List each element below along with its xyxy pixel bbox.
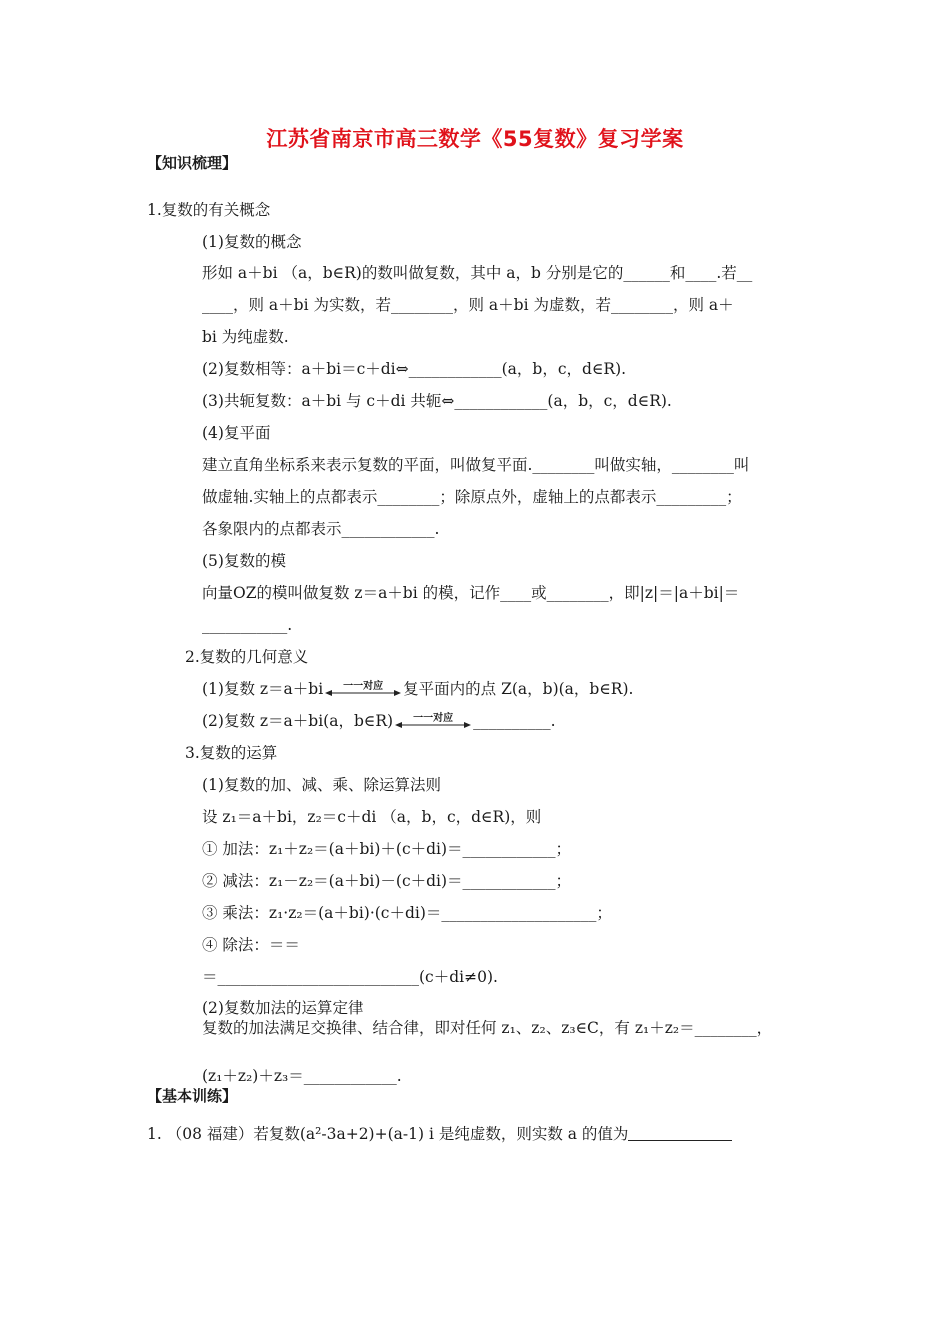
text-line: 各象限内的点都表示____________. [202, 520, 440, 538]
section-heading-training: 【基本训练】 [147, 1087, 238, 1105]
division-rule-continued: ＝__________________________(c＋di≠0). [202, 968, 498, 986]
text-line: 做虚轴.实轴上的点都表示________；除原点外，虚轴上的点都表示_________； [202, 488, 742, 506]
text-line: (z₁＋z₂)＋z₃＝____________. [202, 1067, 402, 1085]
subitem-conjugate: (3)共轭复数：a＋bi 与 c＋di 共轭⇔____________(a，b，c，d∈R). [202, 392, 672, 410]
text-segment: __________. [473, 712, 556, 730]
text-segment: 复平面内的点 Z(a，b)(a，b∈R). [403, 680, 634, 698]
section-heading-knowledge: 【知识梳理】 [147, 154, 238, 172]
text-line: ____，则 a＋bi 为实数，若________，则 a＋bi 为虚数，若________，则 a＋ [202, 296, 734, 314]
text-segment: (1)复数 z＝a＋bi [202, 680, 324, 698]
item-3-heading: 3.复数的运算 [185, 744, 278, 762]
text-line: 建立直角坐标系来表示复数的平面，叫做复平面.________叫做实轴，________叫 [202, 456, 750, 474]
question-1-text: 1. （08 福建）若复数(a²-3a+2)+(a-1) i 是纯虚数，则实数 a 的值为 [147, 1125, 629, 1143]
text-line: 设 z₁＝a＋bi，z₂＝c＋di （a，b，c，d∈R)，则 [202, 808, 542, 826]
subitem-operations: (1)复数的加、减、乘、除运算法则 [202, 776, 441, 794]
item-2-heading: 2.复数的几何意义 [185, 648, 309, 666]
bidirectional-arrow-icon [325, 680, 401, 700]
subitem-addition-laws: (2)复数加法的运算定律 [202, 999, 364, 1017]
geometric-meaning-line-1 [202, 679, 633, 700]
text-line: 复数的加法满足交换律、结合律，即对任何 z₁、z₂、z₃∈C，有 z₁＋z₂＝________， [202, 1019, 773, 1037]
subitem-complex-concept: (1)复数的概念 [202, 233, 302, 251]
geometric-meaning-line-2 [202, 711, 556, 732]
multiplication-rule: ③ 乘法：z₁·z₂＝(a＋bi)·(c＋di)＝____________________； [202, 904, 612, 922]
arrow-label: 一一对应 [343, 681, 384, 692]
subitem-modulus: (5)复数的模 [202, 552, 286, 570]
arrow-label: 一一对应 [413, 713, 454, 724]
division-rule: ④ 除法：＝＝ [202, 936, 300, 954]
subitem-complex-plane: (4)复平面 [202, 424, 271, 442]
text-line: 向量OZ的模叫做复数 z＝a＋bi 的模，记作____或________，即|z|＝|a＋bi|＝ [202, 584, 740, 602]
text-segment: (2)复数 z＝a＋bi(a，b∈R) [202, 712, 394, 730]
subitem-complex-equality: (2)复数相等：a＋bi＝c＋di⇔____________(a，b，c，d∈R). [202, 360, 627, 378]
bidirectional-arrow-icon [395, 712, 471, 732]
item-1-heading: 1.复数的有关概念 [147, 201, 271, 219]
question-1 [147, 1124, 732, 1144]
addition-rule: ① 加法：z₁＋z₂＝(a＋bi)＋(c＋di)＝____________； [202, 840, 572, 858]
answer-blank[interactable] [628, 1124, 732, 1141]
text-line: 形如 a＋bi （a，b∈R)的数叫做复数，其中 a，b 分别是它的______和____.若__ [202, 264, 753, 282]
document-title: 江苏省南京市高三数学《55复数》复习学案 [266, 127, 684, 151]
text-line: bi 为纯虚数. [202, 328, 289, 346]
subtraction-rule: ② 减法：z₁－z₂＝(a＋bi)－(c＋di)＝____________； [202, 872, 572, 890]
text-line: ___________. [202, 616, 293, 634]
